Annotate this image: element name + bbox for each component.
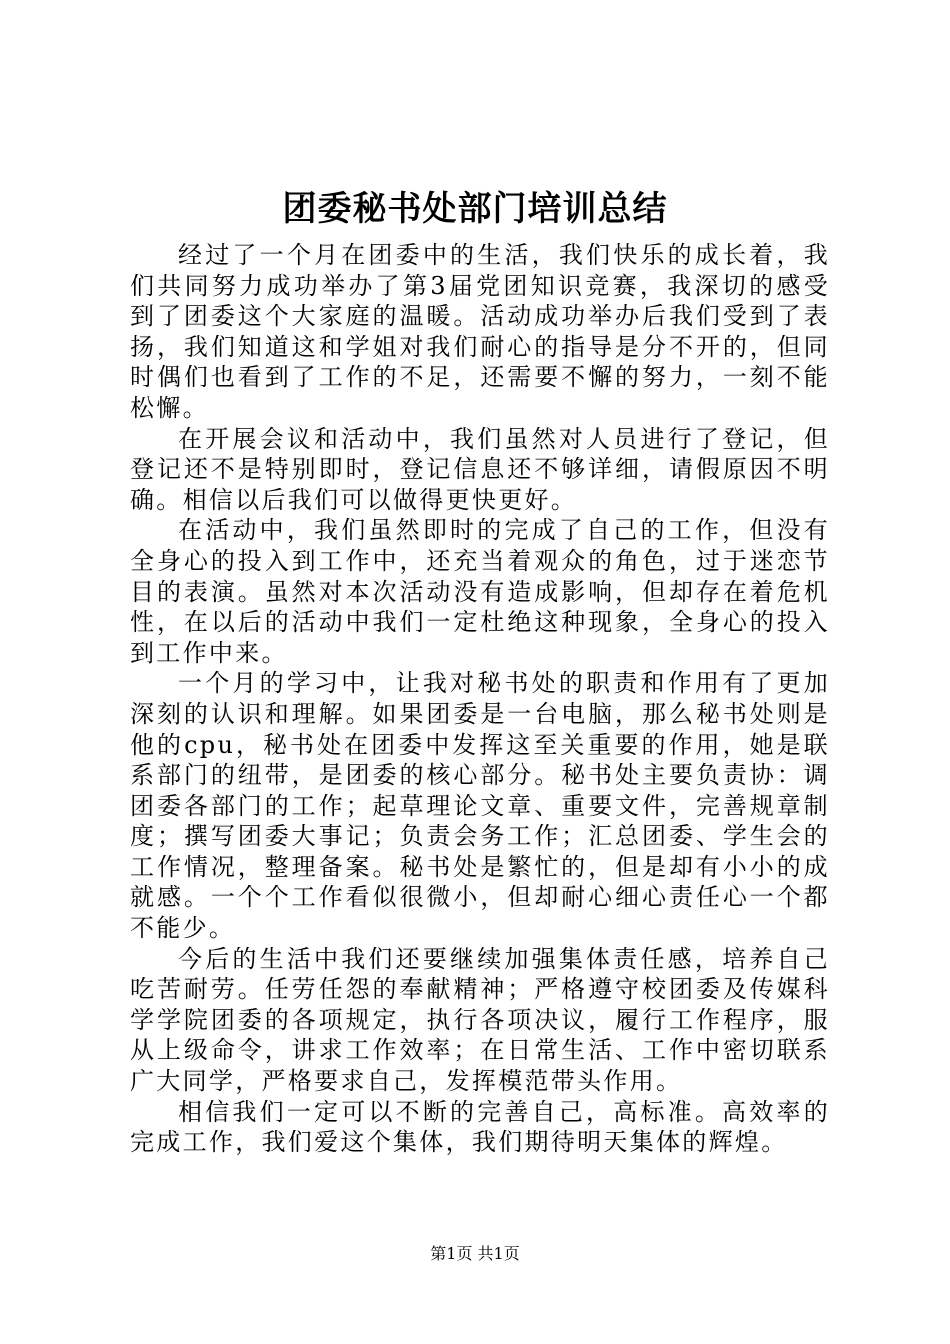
- paragraph-5: 今后的生活中我们还要继续加强集体责任感，培养自己吃苦耐劳。任劳任怨的奉献精神；严格遵守校团委及传媒科学学院团委的各项规定，执行各项决议，履行工作程序，服从上级命令，讲求工作效率；在日常生活、工作中密切联系广大同学，严格要求自己，发挥模范带头作用。: [130, 944, 830, 1096]
- paragraph-2: 在开展会议和活动中，我们虽然对人员进行了登记，但登记还不是特别即时，登记信息还不够详细，请假原因不明确。相信以后我们可以做得更快更好。: [130, 424, 830, 514]
- paragraph-6: 相信我们一定可以不断的完善自己，高标准。高效率的完成工作，我们爱这个集体，我们期待明天集体的辉煌。: [130, 1097, 830, 1157]
- paragraph-1: 经过了一个月在团委中的生活，我们快乐的成长着，我们共同努力成功举办了第3届党团知识竞赛，我深切的感受到了团委这个大家庭的温暖。活动成功举办后我们受到了表扬，我们知道这和学姐对我们耐心的指导是分不开的，但同时偶们也看到了工作的不足，还需要不懈的努力，一刻不能松懈。: [130, 241, 830, 422]
- paragraph-4: 一个月的学习中，让我对秘书处的职责和作用有了更加深刻的认识和理解。如果团委是一台电脑，那么秘书处则是他的cpu，秘书处在团委中发挥这至关重要的作用，她是联系部门的纽带，是团委的核心部分。秘书处主要负责协：调团委各部门的工作；起草理论文章、重要文件，完善规章制度；撰写团委大事记；负责会务工作；汇总团委、学生会的工作情况，整理备案。秘书处是繁忙的，但是却有小小的成就感。一个个工作看似很微小，但却耐心细心责任心一个都不能少。: [130, 669, 830, 943]
- document-body: [130, 240, 830, 1158]
- page-number-footer: 第1页 共1页: [430, 1244, 520, 1263]
- paragraph-3: 在活动中，我们虽然即时的完成了自己的工作，但没有全身心的投入到工作中，还充当着观众的角色，过于迷恋节目的表演。虽然对本次活动没有造成影响，但却存在着危机性，在以后的活动中我们一定杜绝这种现象，全身心的投入到工作中来。: [130, 516, 830, 667]
- document-title: 团委秘书处部门培训总结: [282, 189, 668, 229]
